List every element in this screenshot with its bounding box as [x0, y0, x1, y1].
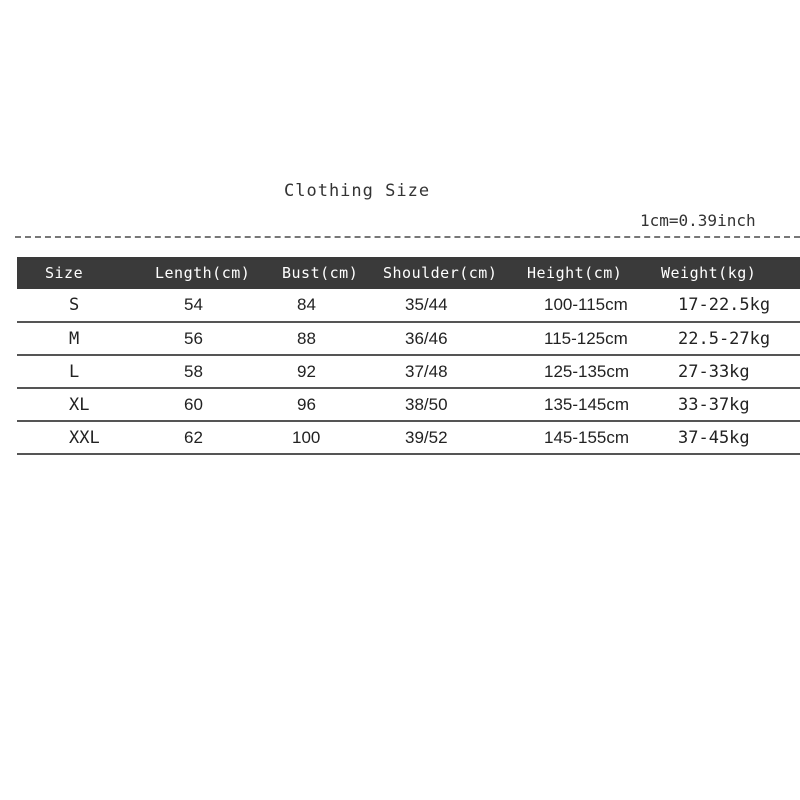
cell-size: L: [69, 361, 80, 382]
cell-height: 135-145cm: [544, 394, 630, 414]
cell-bust: 88: [297, 328, 316, 348]
cell-shoulder: 38/50: [405, 394, 448, 414]
page-title: Clothing Size: [284, 181, 431, 201]
cell-shoulder: 35/44: [405, 295, 448, 314]
cell-weight: 27-33kg: [678, 361, 750, 382]
header-size: Size: [45, 264, 84, 282]
cell-size: S: [69, 295, 80, 315]
header-weight: Weight(kg): [661, 264, 757, 282]
cell-bust: 100: [292, 427, 321, 447]
header-shoulder: Shoulder(cm): [383, 264, 498, 282]
cell-shoulder: 37/48: [405, 361, 448, 381]
table-row: [17, 355, 800, 388]
header-bust: Bust(cm): [282, 264, 359, 282]
cell-height: 115-125cm: [544, 328, 628, 348]
cell-weight: 37-45kg: [678, 427, 750, 448]
unit-conversion-note: 1cm=0.39inch: [640, 211, 756, 230]
header-length: Length(cm): [155, 264, 251, 282]
cell-weight: 33-37kg: [678, 394, 750, 415]
cell-length: 56: [184, 328, 203, 348]
table-row: [17, 289, 800, 322]
cell-size: XXL: [69, 427, 100, 448]
size-chart-table: [17, 257, 800, 455]
cell-weight: 22.5-27kg: [678, 328, 771, 349]
table-row: [17, 421, 800, 454]
table-header-row: [17, 257, 800, 289]
cell-bust: 92: [297, 361, 316, 381]
cell-shoulder: 39/52: [405, 427, 448, 447]
cell-weight: 17-22.5kg: [678, 295, 771, 315]
cell-height: 100-115cm: [544, 295, 628, 314]
cell-length: 60: [184, 394, 203, 414]
cell-size: M: [69, 328, 80, 349]
cell-height: 125-135cm: [544, 361, 630, 381]
cell-height: 145-155cm: [544, 427, 630, 447]
dashed-divider: [15, 236, 800, 238]
cell-bust: 96: [297, 394, 316, 414]
table-row: [17, 388, 800, 421]
cell-size: XL: [69, 394, 90, 415]
cell-shoulder: 36/46: [405, 328, 448, 348]
table-row: [17, 322, 800, 355]
header-height: Height(cm): [527, 264, 623, 282]
cell-bust: 84: [297, 295, 316, 314]
cell-length: 58: [184, 361, 203, 381]
cell-length: 54: [184, 295, 203, 314]
cell-length: 62: [184, 427, 203, 447]
